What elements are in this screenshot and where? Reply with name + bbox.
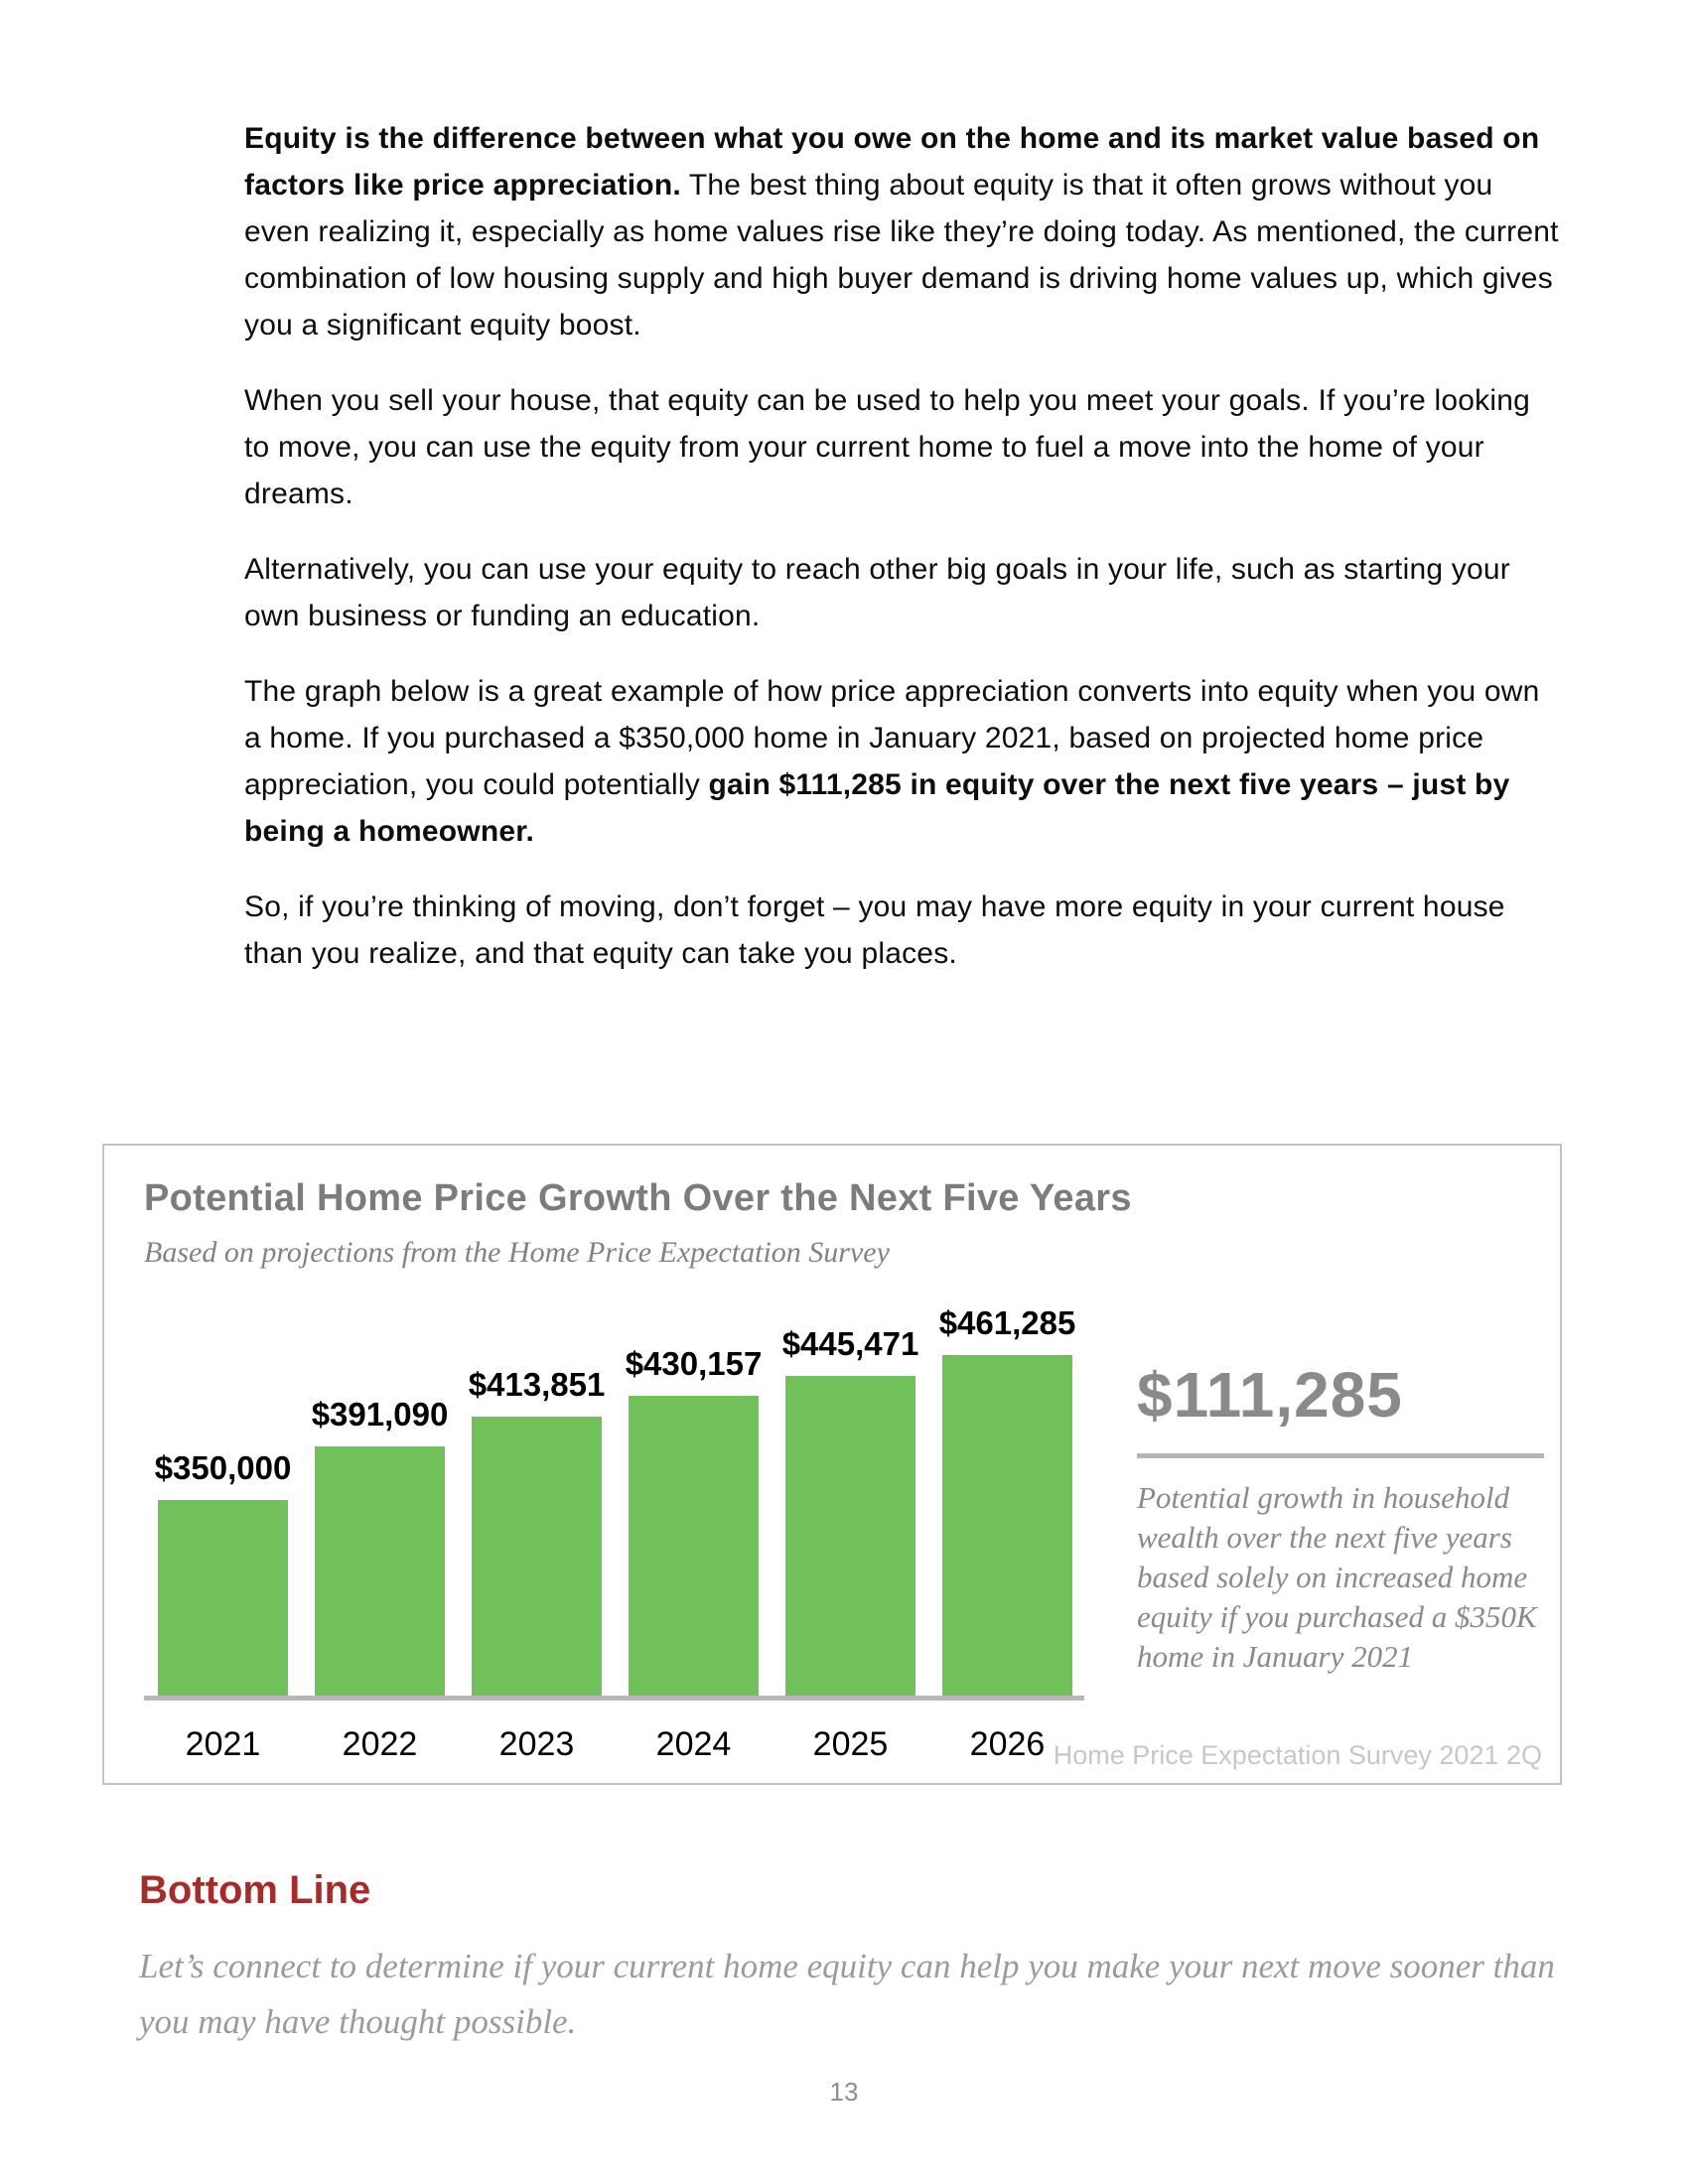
bar-group [468,1366,606,1696]
body-text [0,0,1688,977]
bar-value-label: $413,851 [468,1366,606,1403]
bar-chart [154,1304,1076,1764]
bar-group [781,1325,919,1696]
bar-group [938,1304,1076,1696]
bar-value-label: $430,157 [625,1345,763,1382]
x-axis-tick-label: 2024 [655,1725,732,1763]
x-axis-line [144,1696,1084,1701]
paragraph-bold-text: gain $111,285 in equity over the next five years – just by being a homeowner. [244,768,1510,848]
bar [158,1500,288,1696]
bar-group [625,1345,763,1696]
bar-value-label: $391,090 [311,1396,449,1433]
bottom-line-section [139,1868,1562,2050]
x-axis-tick-label: 2025 [812,1725,889,1763]
paragraph-text: The graph below is a great example of how price appreciation converts into equity when you own a home. If you purchased a $350,000 home in January 2021, based on projected home price appreciation, you could potentially [244,675,1540,801]
bar [785,1376,915,1696]
bar [315,1446,445,1696]
bar [942,1355,1072,1696]
paragraph-text: The best thing about equity is that it often grows without you even realizing it, especially as home values rise like they’re doing today. As mentioned, the current combination of low housing supply and high buyer demand is driving home values up, which gives you a significant equity boost. [244,169,1559,341]
x-axis-tick-label: 2022 [342,1725,418,1763]
paragraph [244,377,1562,517]
bottom-line-heading: Bottom Line [139,1868,371,1912]
paragraph [244,546,1562,639]
callout-divider [1137,1453,1544,1458]
paragraph-text: Alternatively, you can use your equity to reach other big goals in your life, such as starting your own business or funding an education. [244,553,1510,632]
bar [472,1417,602,1696]
x-axis-labels [158,1725,1072,1764]
chart-source: Home Price Expectation Survey 2021 2Q [1053,1740,1542,1770]
x-axis-tick-label: 2021 [185,1725,261,1763]
page-number: 13 [829,2077,859,2107]
x-axis-tick-label: 2026 [969,1725,1046,1763]
paragraph [244,668,1562,855]
paragraph-text: So, if you’re thinking of moving, don’t forget – you may have more equity in your current house than you realize, and that equity can take you places. [244,890,1505,970]
bar-group [154,1449,292,1696]
bar-group [311,1396,449,1696]
chart-subtitle: Based on projections from the Home Price Expectation Survey [144,1236,890,1269]
paragraph [244,884,1562,977]
bar-value-label: $350,000 [154,1449,292,1486]
chart-title: Potential Home Price Growth Over the Next Five Years [144,1177,1132,1219]
bar-value-label: $461,285 [938,1304,1076,1341]
paragraph-text: When you sell your house, that equity can be used to help you meet your goals. If you’re looking to move, you can use the equity from your current home to fuel a move into the home of your dreams. [244,384,1530,510]
paragraph-bold-text: Equity is the difference between what you owe on the home and its market value based on factors like price appreciation. [244,122,1540,202]
x-axis-tick-label: 2023 [498,1725,575,1763]
chart-panel [102,1144,1562,1785]
equity-callout [1137,1358,1554,1677]
equity-amount: $111,285 [1137,1359,1403,1431]
paragraph [244,115,1562,348]
bar [629,1396,759,1696]
bottom-line-text: Let’s connect to determine if your current home equity can help you make your next move sooner than you may have thought possible. [139,1947,1555,2041]
equity-description: Potential growth in household wealth over the next five years based solely on increased home equity if you purchased a $350K home in January 2021 [1137,1480,1537,1674]
bar-series [154,1304,1076,1696]
bar-value-label: $445,471 [781,1325,919,1362]
